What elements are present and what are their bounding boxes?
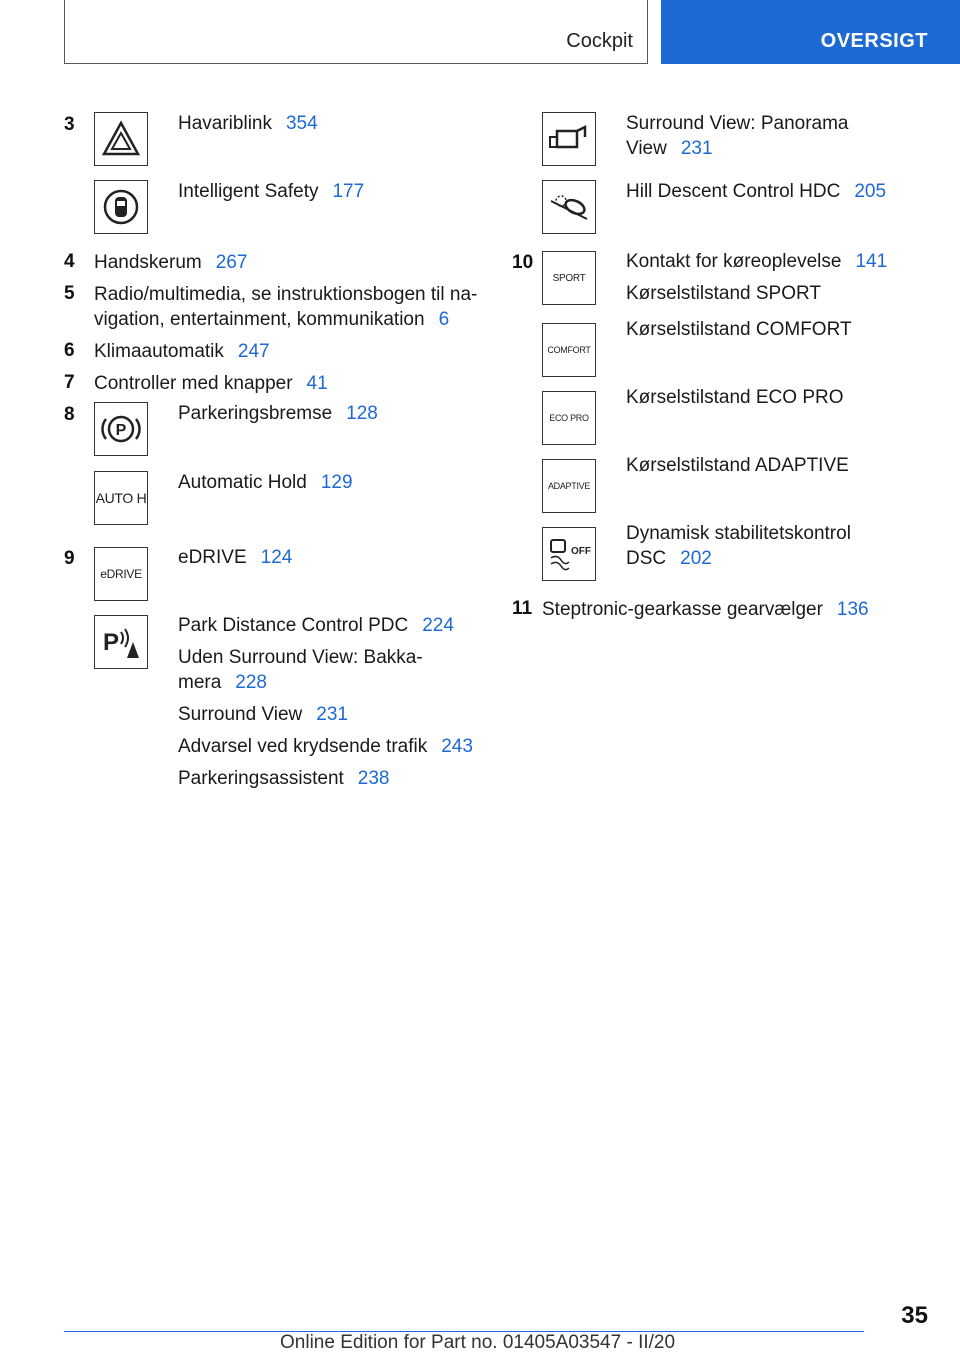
page-number: 35 xyxy=(901,1302,928,1329)
entry-number: 4 xyxy=(64,251,75,272)
entry-text xyxy=(178,111,488,136)
icon-row-eco-pro xyxy=(512,387,912,455)
icon-row-hdc xyxy=(512,176,912,244)
entry-label: Steptronic-gearkasse gearvælger xyxy=(542,599,823,620)
icon-row-pdc xyxy=(64,615,484,805)
entry-label: Hill Descent Control HDC xyxy=(626,181,841,202)
dsc-off-icon xyxy=(542,527,596,581)
page-link[interactable]: 124 xyxy=(260,547,293,568)
icon-row-parking-brake xyxy=(64,403,484,471)
entry-text xyxy=(626,521,876,571)
icon-row-edrive xyxy=(64,547,484,615)
entry-number: 11 xyxy=(512,598,533,619)
icon-label: eDRIVE xyxy=(100,567,142,581)
entry-3 xyxy=(64,108,484,244)
park-distance-control-icon xyxy=(94,615,148,669)
icon-label: ADAPTIVE xyxy=(547,481,591,491)
header-section-box xyxy=(64,0,648,64)
header-tab-label: OVERSIGT xyxy=(820,30,928,52)
entry-number: 3 xyxy=(64,114,75,135)
svg-text:P: P xyxy=(103,629,120,656)
dsc-off-label: OFF xyxy=(571,546,591,557)
page-link[interactable]: 247 xyxy=(237,341,270,362)
entry-label: Kørselstilstand ADAPTIVE xyxy=(626,455,849,476)
entry-number: 9 xyxy=(64,548,75,569)
entry-text xyxy=(626,179,916,204)
page-link[interactable]: 6 xyxy=(438,309,450,330)
page-link[interactable]: 231 xyxy=(680,138,713,159)
entry-10 xyxy=(512,251,912,595)
footer-edition: Online Edition for Part no. 01405A03547 - II/20 xyxy=(280,1332,676,1353)
edrive-icon xyxy=(94,547,148,601)
sport-mode-icon xyxy=(542,251,596,305)
entry-text xyxy=(178,179,488,204)
entry-label: Parkeringsassistent xyxy=(178,768,344,789)
page-link[interactable]: 228 xyxy=(235,672,267,693)
entry-label: Surround View: Panorama View xyxy=(626,113,849,159)
page-link[interactable]: 41 xyxy=(306,373,328,394)
icon-label: SPORT xyxy=(552,272,586,284)
entry-label: Kørselstilstand ECO PRO xyxy=(626,387,844,408)
entry-label: Parkeringsbremse xyxy=(178,403,333,424)
page-link[interactable]: 136 xyxy=(836,599,869,620)
entry-text xyxy=(626,317,916,342)
page-link[interactable]: 224 xyxy=(422,615,454,636)
page-link[interactable]: 354 xyxy=(285,113,318,134)
sub-entry xyxy=(178,766,488,791)
icon-row-comfort xyxy=(512,319,912,387)
sub-entry xyxy=(178,702,488,727)
page-link[interactable]: 205 xyxy=(854,181,887,202)
page-link[interactable]: 231 xyxy=(316,704,348,725)
entry-label: Automatic Hold xyxy=(178,472,307,493)
left-column xyxy=(64,108,484,805)
page-link[interactable]: 238 xyxy=(357,768,390,789)
entry-9 xyxy=(64,547,484,805)
entry-4 xyxy=(64,250,484,275)
panorama-view-icon xyxy=(542,112,596,166)
entry-text xyxy=(626,111,876,161)
header-section-title: Cockpit xyxy=(566,30,633,52)
entry-text xyxy=(178,470,488,495)
entry-5 xyxy=(64,282,484,332)
page-link[interactable]: 243 xyxy=(441,736,473,757)
icon-row-auto-hold xyxy=(64,471,484,539)
entry-label: Advarsel ved krydsende trafik xyxy=(178,736,428,757)
entry-label: Kørselstilstand COMFORT xyxy=(626,319,852,340)
page-link[interactable]: 177 xyxy=(332,181,365,202)
auto-hold-icon xyxy=(94,471,148,525)
entry-text xyxy=(178,545,488,570)
entry-label: eDRIVE xyxy=(178,547,247,568)
entry-label: Uden Surround View: Bakka-mera xyxy=(178,647,423,693)
entry-number: 6 xyxy=(64,340,75,361)
right-column xyxy=(512,108,912,629)
header-tab[interactable] xyxy=(661,0,960,64)
page-link[interactable]: 141 xyxy=(855,251,888,272)
intelligent-safety-icon xyxy=(94,180,148,234)
entry-7 xyxy=(64,371,484,396)
hill-descent-control-icon xyxy=(542,180,596,234)
page-link[interactable]: 128 xyxy=(346,403,378,424)
entry-label: Handskerum xyxy=(94,252,202,273)
entry-6 xyxy=(64,339,484,364)
entry-label: Kontakt for køreoplevelse xyxy=(626,251,842,272)
page-link[interactable]: 267 xyxy=(215,252,248,273)
entry-number: 10 xyxy=(512,252,534,273)
entry-text xyxy=(178,401,488,426)
icon-label: COMFORT xyxy=(547,345,591,355)
sub-entry xyxy=(178,734,488,759)
sub-entry xyxy=(178,645,458,695)
entry-label: Surround View xyxy=(178,704,303,725)
entry-label: Havariblink xyxy=(178,113,272,134)
sub-entry: Kørselstilstand SPORT xyxy=(626,283,821,304)
entry-label: Intelligent Safety xyxy=(178,181,319,202)
entry-text xyxy=(178,613,488,791)
entry-8 xyxy=(64,403,484,539)
entry-11 xyxy=(512,597,912,622)
entry-label: Radio/multimedia, se instruktionsbogen til na-vigation, entertainment, kommunikation xyxy=(94,284,478,330)
entry-text xyxy=(626,249,916,306)
entry-label: Klimaautomatik xyxy=(94,341,224,362)
page-link[interactable]: 129 xyxy=(320,472,353,493)
entry-label: Dynamisk stabilitetskontrol DSC xyxy=(626,523,851,569)
icon-row-panorama xyxy=(512,108,912,176)
icon-row-sport xyxy=(512,251,912,319)
hazard-warning-icon xyxy=(94,112,148,166)
icon-row-adaptive xyxy=(512,455,912,523)
parking-brake-icon xyxy=(94,402,148,456)
entry-label: Park Distance Control PDC xyxy=(178,615,409,636)
entry-number: 7 xyxy=(64,372,75,393)
eco-pro-mode-icon xyxy=(542,391,596,445)
icon-label: AUTO H xyxy=(95,490,147,506)
icon-row-safety xyxy=(64,176,484,244)
icon-label: ECO PRO xyxy=(549,413,589,423)
svg-text:P: P xyxy=(115,422,127,439)
adaptive-mode-icon xyxy=(542,459,596,513)
entry-number: 8 xyxy=(64,404,75,425)
entry-text xyxy=(626,385,916,410)
icon-row-dsc xyxy=(512,523,912,595)
entry-text xyxy=(626,453,916,478)
entry-number: 5 xyxy=(64,283,75,304)
icon-row-hazard xyxy=(64,108,484,176)
page-link[interactable]: 202 xyxy=(680,548,712,569)
comfort-mode-icon xyxy=(542,323,596,377)
entry-label: Controller med knapper xyxy=(94,373,293,394)
